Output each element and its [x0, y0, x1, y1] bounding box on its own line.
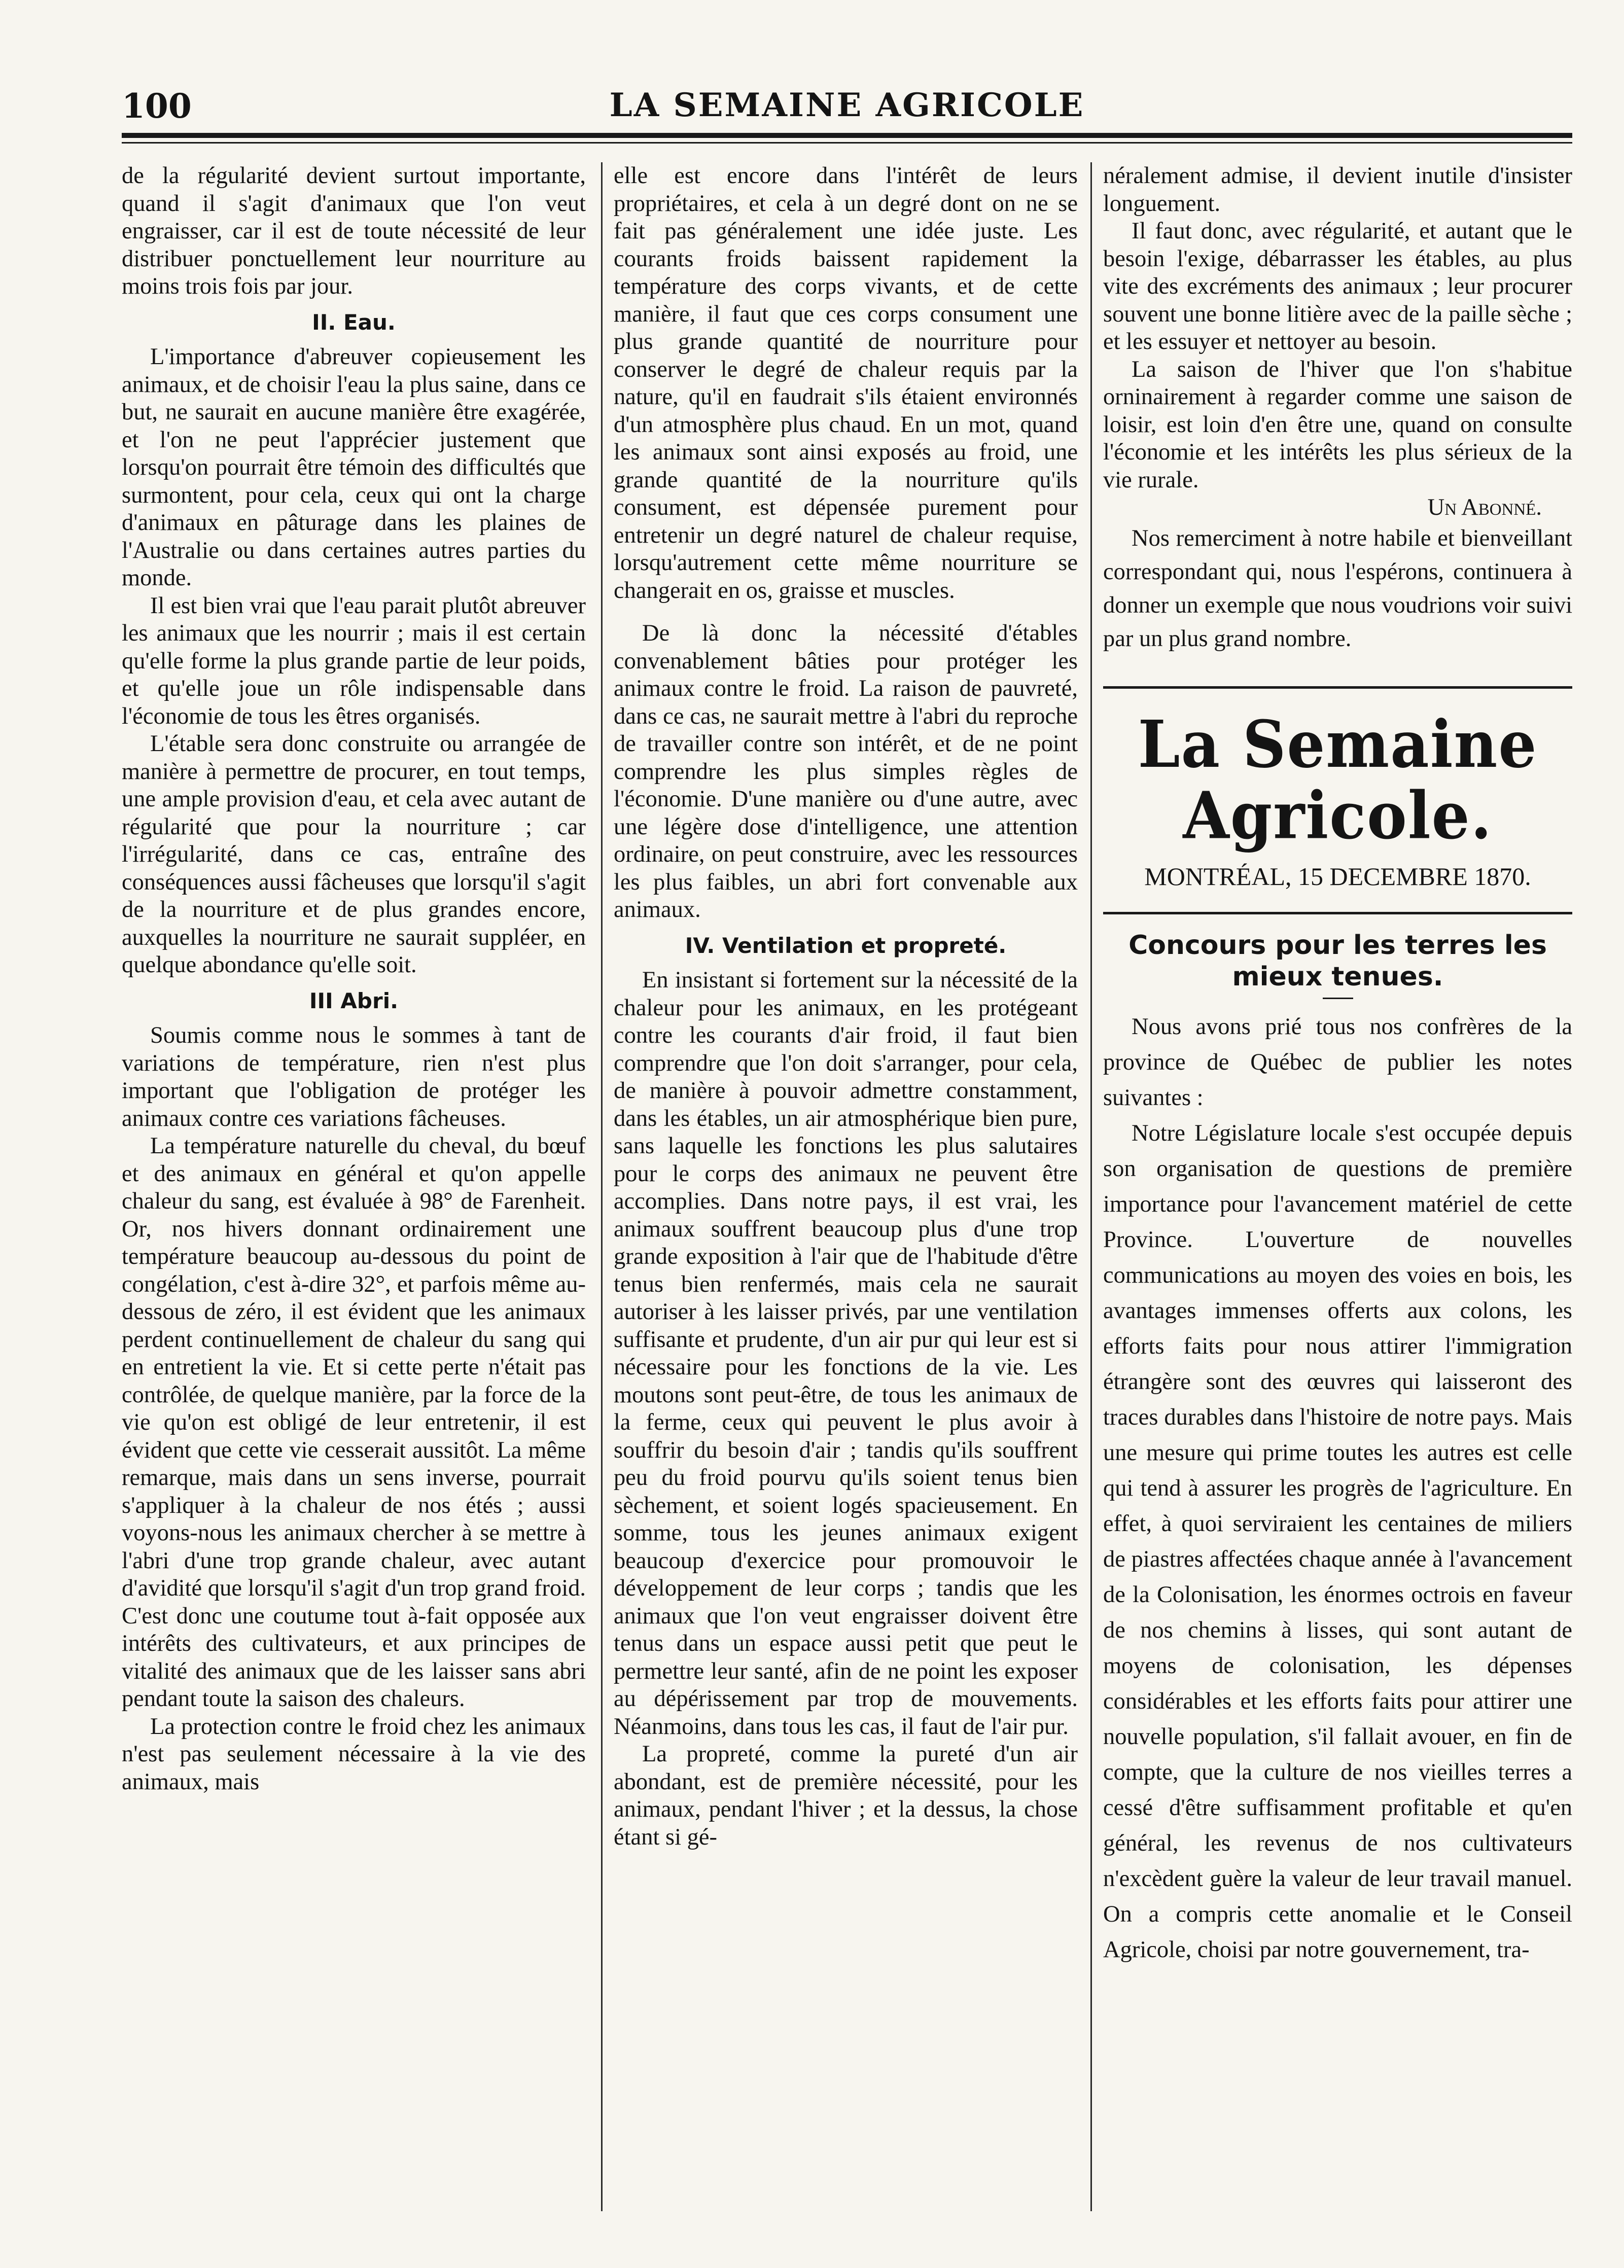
paragraph: Nos remerciment à notre habile et bienveillant correspondant qui, nous l'espérons, continuera à donner un exemple que nous voudrions voir suivi par un plus grand nombre.: [1103, 525, 1572, 652]
section-rule: [1103, 912, 1572, 914]
paragraph: La propreté, comme la pureté d'un air abondant, est de première nécessité, pour les animaux, pendant l'hiver ; et la dessus, la chose étant si gé-: [614, 1741, 1078, 1850]
article-body: [1103, 1009, 1572, 1968]
column-divider: [1090, 162, 1092, 2211]
title-dash: [1323, 998, 1353, 999]
paragraph: néralement admise, il devient inutile d'insister longuement.: [1103, 163, 1572, 217]
paragraph: Il faut donc, avec régularité, et autant que le besoin l'exige, débarrasser les étables, au plus vite des excréments des animaux ; leur procurer souvent une bonne litière avec de la paille sèche ; et les essuyer et nettoyer au besoin.: [1103, 218, 1572, 355]
section-heading-ventilation: IV. Ventilation et propreté.: [685, 933, 1007, 958]
section-heading-eau: II. Eau.: [312, 309, 396, 335]
journal-title: LA SEMAINE AGRICOLE: [609, 86, 1085, 124]
paragraph: En insistant si fortement sur la nécessité de la chaleur pour les animaux, en les protégeant contre les courants d'air froid, il faut bien comprendre que l'on doit s'arranger, pour cela, de manière à pouvoir admettre constamment, dans les étables, un air atmosphérique bien pure, sans laquelle les fonctions les plus salutaires pour le corps des animaux ne peuvent être accomplies. Dans notre pays, il est vrai, les animaux souffrent beaucoup plus d'une trop grande exposition à l'air que de l'habitude d'être tenus bien renfermés, mais cela ne saurait autoriser à les laisser privés, par une ventilation suffisante et prudente, d'un air pur qui leur est si nécessaire pour les fonctions de la vie. Les moutons sont peut-être, de tous les animaux de la ferme, ceux qui peuvent le plus avoir à souffrir du besoin d'air ; tandis qu'ils souffrent peu du froid pourvu qu'ils soient tenus bien sèchement, et soient logés spacieusement. En somme, tous les jeunes animaux exigent beaucoup d'exercice pour promouvoir le développement de leur corps ; tandis que les animaux que l'on veut engraisser doivent être tenus dans un espace aussi petit que peut le permettre leur santé, afin de ne point les exposer au dépérissement par trop de mouvements. Néanmoins, dans tous les cas, il faut de l'air pur.: [614, 967, 1078, 1740]
section-heading-abri: III Abri.: [309, 988, 399, 1013]
paragraph: Il est bien vrai que l'eau parait plutôt abreuver les animaux que les nourrir ; mais il est certain qu'elle forme la plus grande partie de leur poids, et qu'elle joue un rôle indispensable dans l'économie de tous les êtres organisés.: [122, 592, 586, 729]
dateline: MONTRÉAL, 15 DECEMBRE 1870.: [1144, 862, 1531, 891]
paragraph: L'étable sera donc construite ou arrangée de manière à permettre de procurer, en tout temps, une ample provision d'eau, et cela avec autant de régularité que pour la nourriture ; car l'irrégularité, dans ce cas, entraîne des conséquences aussi fâcheuses que lorsqu'il s'agit de la nourriture et de plus grandes encore, auxquelles la nourriture ne saurait suppléer, en quelque abondance qu'elle soit.: [122, 731, 586, 978]
paragraph: Notre Législature locale s'est occupée depuis son organisation de questions de première importance pour l'avancement matériel de cette Province. L'ouverture de nouvelles communications au moyen des voies en bois, les avantages immenses offerts aux colons, les efforts faits pour nous attirer l'immigration étrangère sont des œuvres qui laisseront des traces durables dans l'histoire de notre pays. Mais une mesure qui prime toutes les autres est celle qui tend à assurer les progrès de l'agriculture. En effet, à quoi serviraient les centaines de miliers de piastres affectées chaque année à l'avancement de la Colonisation, les énormes octrois en faveur de nos chemins à lisses, qui sont autant de moyens de colonisation, les dépenses considérables et les efforts faits pour attirer une nouvelle population, s'il fallait avouer, en fin de compte, que la culture de nos vieilles terres a cessé d'être suffisamment profitable et qu'en général, les revenus de nos cultivateurs n'excèdent guère la valeur de leur travail manuel. On a compris cette anomalie et le Conseil Agricole, choisi par notre gouvernement, tra-: [1103, 1120, 1572, 1963]
paragraph: La température naturelle du cheval, du bœuf et des animaux en général et qu'on appelle chaleur du sang, est évaluée à 98° de Farenheit. Or, nos hivers donnant ordinairement une température beaucoup au-dessous du point de congélation, c'est à-dire 32°, et parfois même au-dessous de zéro, il est évident que les animaux perdent continuellement de chaleur du sang qui en entretient la vie. Et si cette perte n'était pas contrôlée, de quelque manière, par la force de la vie qu'on est obligé de leur entretenir, il est évident que cette vie cesserait aussitôt. La même remarque, mais dans un sens inverse, pourrait s'appliquer à la chaleur de nos étés ; aussi voyons-nous les animaux chercher à se mettre à l'abri d'une trop grande chaleur, avec autant d'avidité que lorsqu'il s'agit d'un trop grand froid. C'est donc une coutume tout à-fait opposée aux intérêts des cultivateurs, et aux principes de vitalité des animaux que de les laisser sans abri pendant toute la saison des chaleurs.: [122, 1133, 586, 1712]
section-rule: [1103, 686, 1572, 689]
paragraph: Soumis comme nous le sommes à tant de variations de température, rien n'est plus important que l'obligation de protéger les animaux contre ces variations fâcheuses.: [122, 1022, 586, 1131]
column-divider: [601, 162, 603, 2211]
header-rule-thin: [122, 142, 1572, 144]
paragraph: De là donc la nécessité d'étables convenablement bâties pour protéger les animaux contre le froid. La raison de pauvreté, dans ce cas, ne saurait mettre à l'abri du reproche de travailler contre son intérêt, et de ne point comprendre les plus simples règles de l'économie. D'une manière ou d'une autre, avec une légère dose d'intelligence, une attention ordinaire, on peut construire, avec les ressources les plus faibles, un abri fort convenable aux animaux.: [614, 620, 1078, 923]
page-number: 100: [122, 86, 192, 126]
page-header: [122, 86, 1572, 127]
article-title: Concours pour les terres les mieux tenues.: [1128, 930, 1547, 992]
paragraph: de la régularité devient surtout importante, quand il s'agit d'animaux que l'on veut engraisser, car il est de toute nécessité de leur distribuer ponctuellement leur nourriture au moins trois fois par jour.: [122, 163, 586, 299]
paragraph: La protection contre le froid chez les animaux n'est pas seulement nécessaire à la vie des animaux, mais: [122, 1713, 586, 1795]
column-2: [614, 162, 1078, 1851]
column-3: [1103, 162, 1572, 1968]
paragraph: L'importance d'abreuver copieusement les animaux, et de choisir l'eau la plus saine, dans ce but, ne saurait en aucune manière être exagérée, et l'on ne peut l'apprécier justement que lorsqu'on pourrait être témoin des difficultés que surmontent, pour cela, ceux qui ont la charge d'animaux en pâturage dans les plaines de l'Australie ou dans certaines autres parties du monde.: [122, 344, 586, 591]
paragraph: Nous avons prié tous nos confrères de la province de Québec de publier les notes suivantes :: [1103, 1013, 1572, 1111]
masthead: La Semaine Agricole.: [1138, 705, 1538, 854]
column-1: [122, 162, 586, 1796]
paragraph: elle est encore dans l'intérêt de leurs propriétaires, et cela à un degré dont on ne se fait pas généralement une idée juste. Les courants froids baissent rapidement la température des corps vivants, et de cette manière, il faut que ces corps consument une plus grande quantité de nourriture pour conserver le degré de chaleur requis par la nature, qu'il en faudrait s'ils étaient environnés d'un atmosphère plus chaud. En un mot, quand les animaux sont ainsi exposés au froid, une grande quantité de la nourriture qu'ils consument, est dépensée purement pour entretenir un degré naturel de chaleur requise, lorsqu'autrement cette même nourriture se changerait en os, graisse et muscles.: [614, 163, 1078, 604]
header-rule-thick: [122, 133, 1572, 138]
paragraph: La saison de l'hiver que l'on s'habitue orninairement à regarder comme une saison de loisir, est loin d'en être une, quand on consulte l'économie et les intérêts les plus sérieux de la vie rurale.: [1103, 356, 1572, 493]
signature: Un Abonné.: [1427, 494, 1542, 520]
